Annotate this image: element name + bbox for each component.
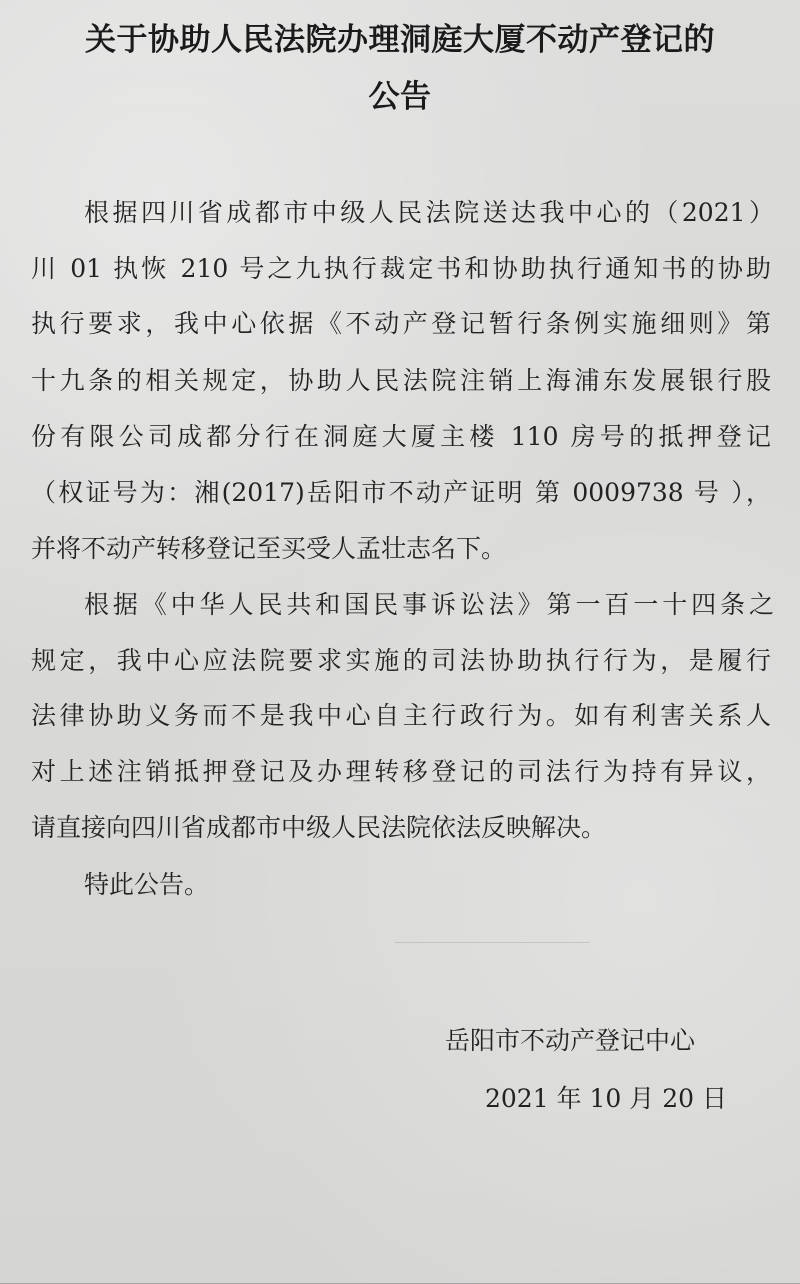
faint-bleed-through-mark xyxy=(395,942,590,943)
paragraph-1-line-4: 十九条的相关规定，协助人民法院注销上海浦东发展银行股 xyxy=(31,366,771,395)
paragraph-2-line-2: 规定，我中心应法院要求实施的司法协助执行行为，是履行 xyxy=(31,646,771,675)
closing-text: 特此公告。 xyxy=(84,870,210,899)
paragraph-2-line-3: 法律协助义务而不是我中心自主行政行为。如有利害关系人 xyxy=(31,701,771,730)
document-title-line-2: 公告 xyxy=(368,79,432,115)
paragraph-2-line-4: 对上述注销抵押登记及办理转移登记的司法行为持有异议， xyxy=(31,757,771,786)
paragraph-2-line-1: 根据《中华人民共和国民事诉讼法》第一百一十四条之 xyxy=(84,590,774,619)
paragraph-1-line-6: （权证号为：湘(2017)岳阳市不动产证明 第 0009738 号 ）， xyxy=(31,478,771,507)
paragraph-1-line-7: 并将不动产转移登记至买受人孟壮志名下。 xyxy=(31,534,507,563)
signature-organization: 岳阳市不动产登记中心 xyxy=(445,1026,696,1055)
document-title-line-1: 关于协助人民法院办理洞庭大厦不动产登记的 xyxy=(85,22,715,58)
paragraph-1-line-2: 川 01 执恢 210 号之九执行裁定书和协助执行通知书的协助 xyxy=(31,254,771,283)
signature-date: 2021 年 10 月 20 日 xyxy=(485,1084,727,1113)
paragraph-2-line-5: 请直接向四川省成都市中级人民法院依法反映解决。 xyxy=(31,813,607,842)
paragraph-1-line-1: 根据四川省成都市中级人民法院送达我中心的（2021） xyxy=(84,198,774,227)
paragraph-1-line-3: 执行要求，我中心依据《不动产登记暂行条例实施细则》第 xyxy=(31,309,771,338)
paragraph-1-line-5: 份有限公司成都分行在洞庭大厦主楼 110 房号的抵押登记 xyxy=(31,422,771,451)
